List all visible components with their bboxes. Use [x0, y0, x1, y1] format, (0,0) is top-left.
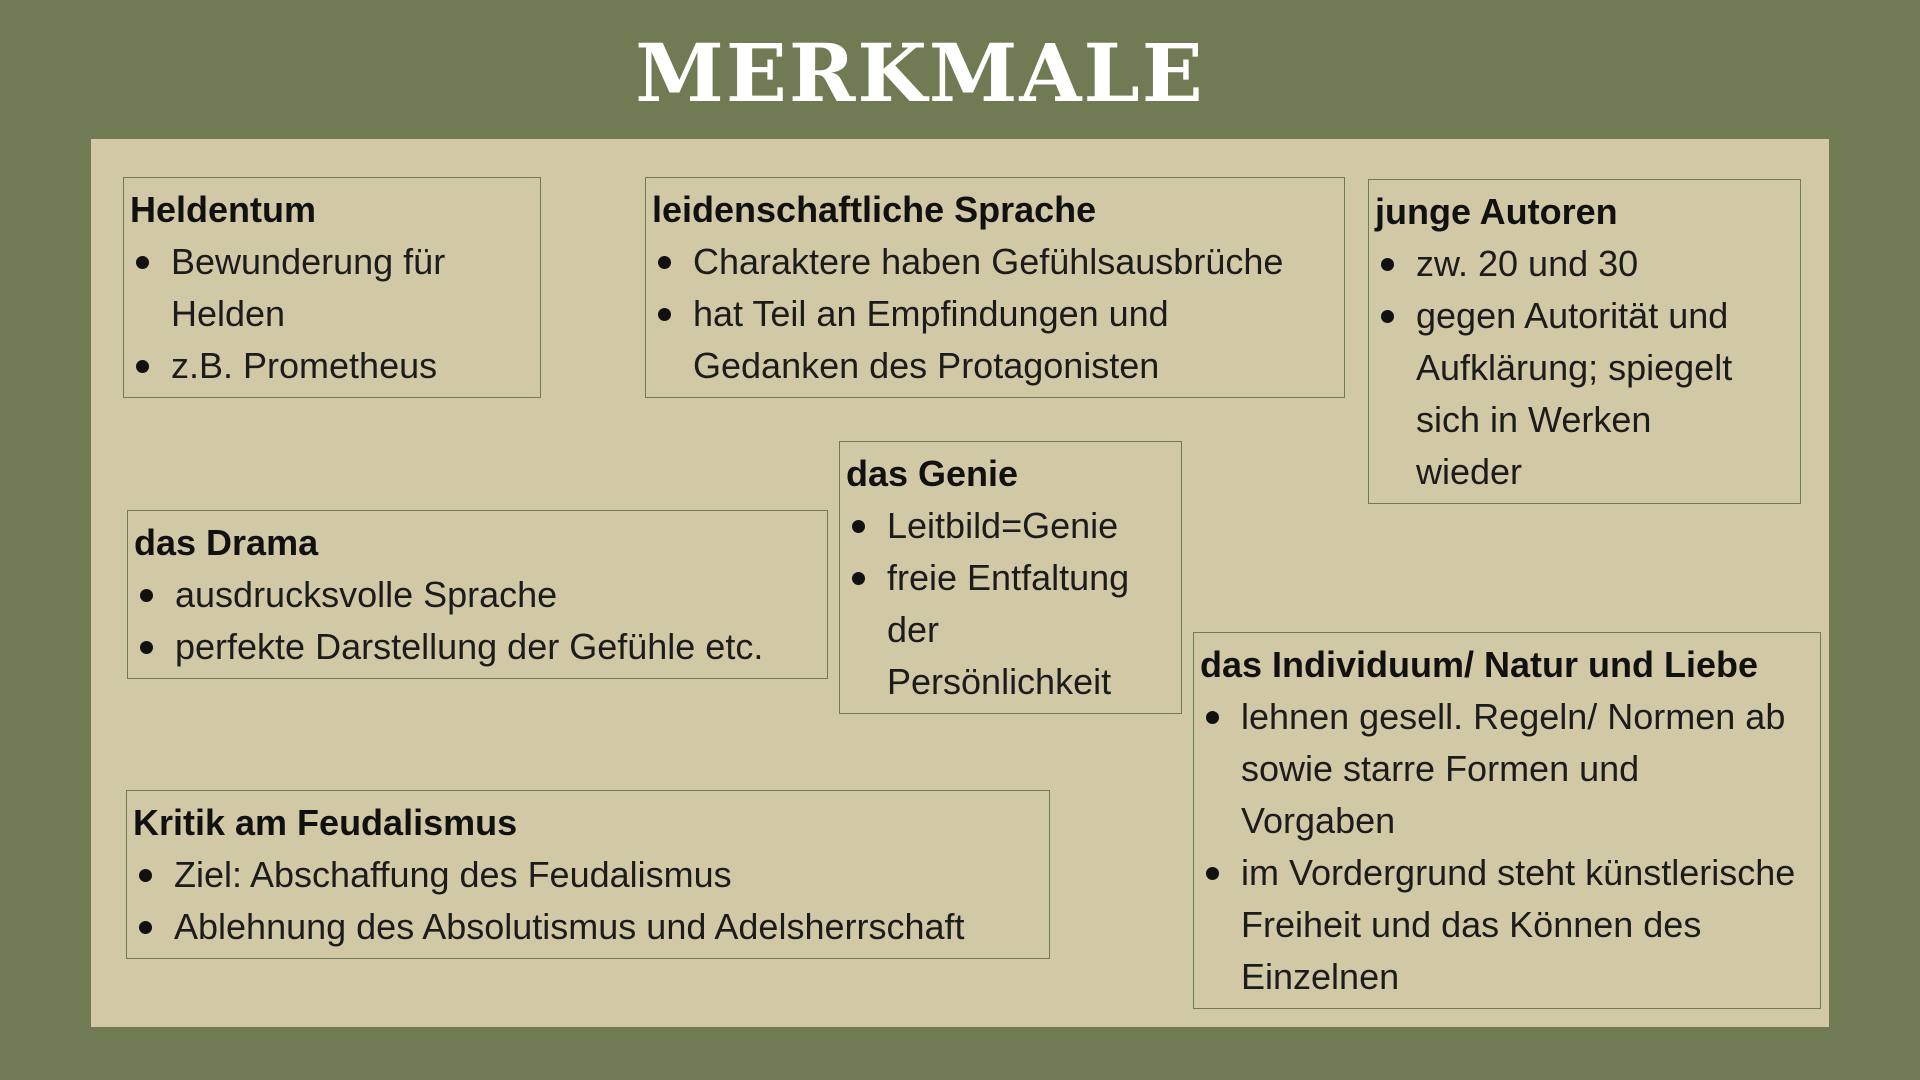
bullet-icon [140, 641, 153, 654]
card-heading: Kritik am Feudalismus [133, 802, 518, 843]
bullet-icon [658, 308, 671, 321]
list-item-text: Bewunderung für Helden [171, 241, 446, 334]
bullet-icon [139, 921, 152, 934]
bullet-icon [1206, 867, 1219, 880]
bullet-icon [139, 869, 152, 882]
content-panel [91, 139, 1829, 1027]
list-item-text: ausdrucksvolle Sprache [175, 574, 558, 615]
list-item-text: freie Entfaltung der Persönlichkeit [887, 557, 1130, 702]
bullet-icon [136, 256, 149, 269]
card-heading: das Individuum/ Natur und Liebe [1200, 644, 1759, 685]
bullet-icon [852, 520, 865, 533]
card-leidenschaftliche-sprache [645, 177, 1345, 398]
list-item [133, 901, 1043, 953]
bullet-icon [1381, 310, 1394, 323]
list-item [1375, 238, 1794, 290]
card-das-drama [127, 510, 828, 679]
list-item [134, 569, 821, 621]
list-item-text: perfekte Darstellung der Gefühle etc. [175, 626, 764, 667]
list-item [130, 236, 471, 340]
bullet-icon [658, 256, 671, 269]
list-item-text: zw. 20 und 30 [1416, 243, 1639, 284]
list-item [846, 500, 1175, 552]
bullet-icon [1381, 258, 1394, 271]
card-kritik-am-feudalismus [126, 790, 1050, 959]
list-item-text: Leitbild=Genie [887, 505, 1119, 546]
list-item [1200, 691, 1801, 847]
card-heading: Heldentum [130, 189, 317, 230]
list-item [1375, 290, 1756, 498]
list-item-text: Charaktere haben Gefühlsausbrüche [693, 241, 1284, 282]
bullet-icon [852, 572, 865, 585]
card-heading: das Genie [846, 453, 1019, 494]
list-item-text: Ziel: Abschaffung des Feudalismus [174, 854, 732, 895]
list-item [846, 552, 1147, 708]
list-item-text: Ablehnung des Absolutismus und Adelsherrschaft [174, 906, 965, 947]
card-heldentum [123, 177, 541, 398]
list-item [1200, 847, 1801, 1003]
card-das-genie [839, 441, 1182, 714]
list-item-text: hat Teil an Empfindungen und Gedanken des Protagonisten [693, 293, 1169, 386]
list-item [130, 340, 534, 392]
card-junge-autoren [1368, 179, 1801, 504]
list-item [133, 849, 1043, 901]
card-heading: junge Autoren [1375, 191, 1618, 232]
list-item-text: lehnen gesell. Regeln/ Normen ab sowie starre Formen und Vorgaben [1241, 696, 1786, 841]
list-item [652, 288, 1253, 392]
bullet-icon [140, 589, 153, 602]
list-item-text: im Vordergrund steht künstlerische Freiheit und das Können des Einzelnen [1241, 852, 1796, 997]
page-title: MERKMALE [635, 26, 1205, 120]
card-heading: leidenschaftliche Sprache [652, 189, 1097, 230]
list-item [652, 236, 1338, 288]
list-item-text: z.B. Prometheus [171, 345, 438, 386]
card-das-individuum [1193, 632, 1821, 1009]
bullet-icon [136, 360, 149, 373]
bullet-icon [1206, 711, 1219, 724]
card-heading: das Drama [134, 522, 319, 563]
list-item-text: gegen Autorität und Aufklärung; spiegelt sich in Werken wieder [1416, 295, 1733, 492]
list-item [134, 621, 821, 673]
